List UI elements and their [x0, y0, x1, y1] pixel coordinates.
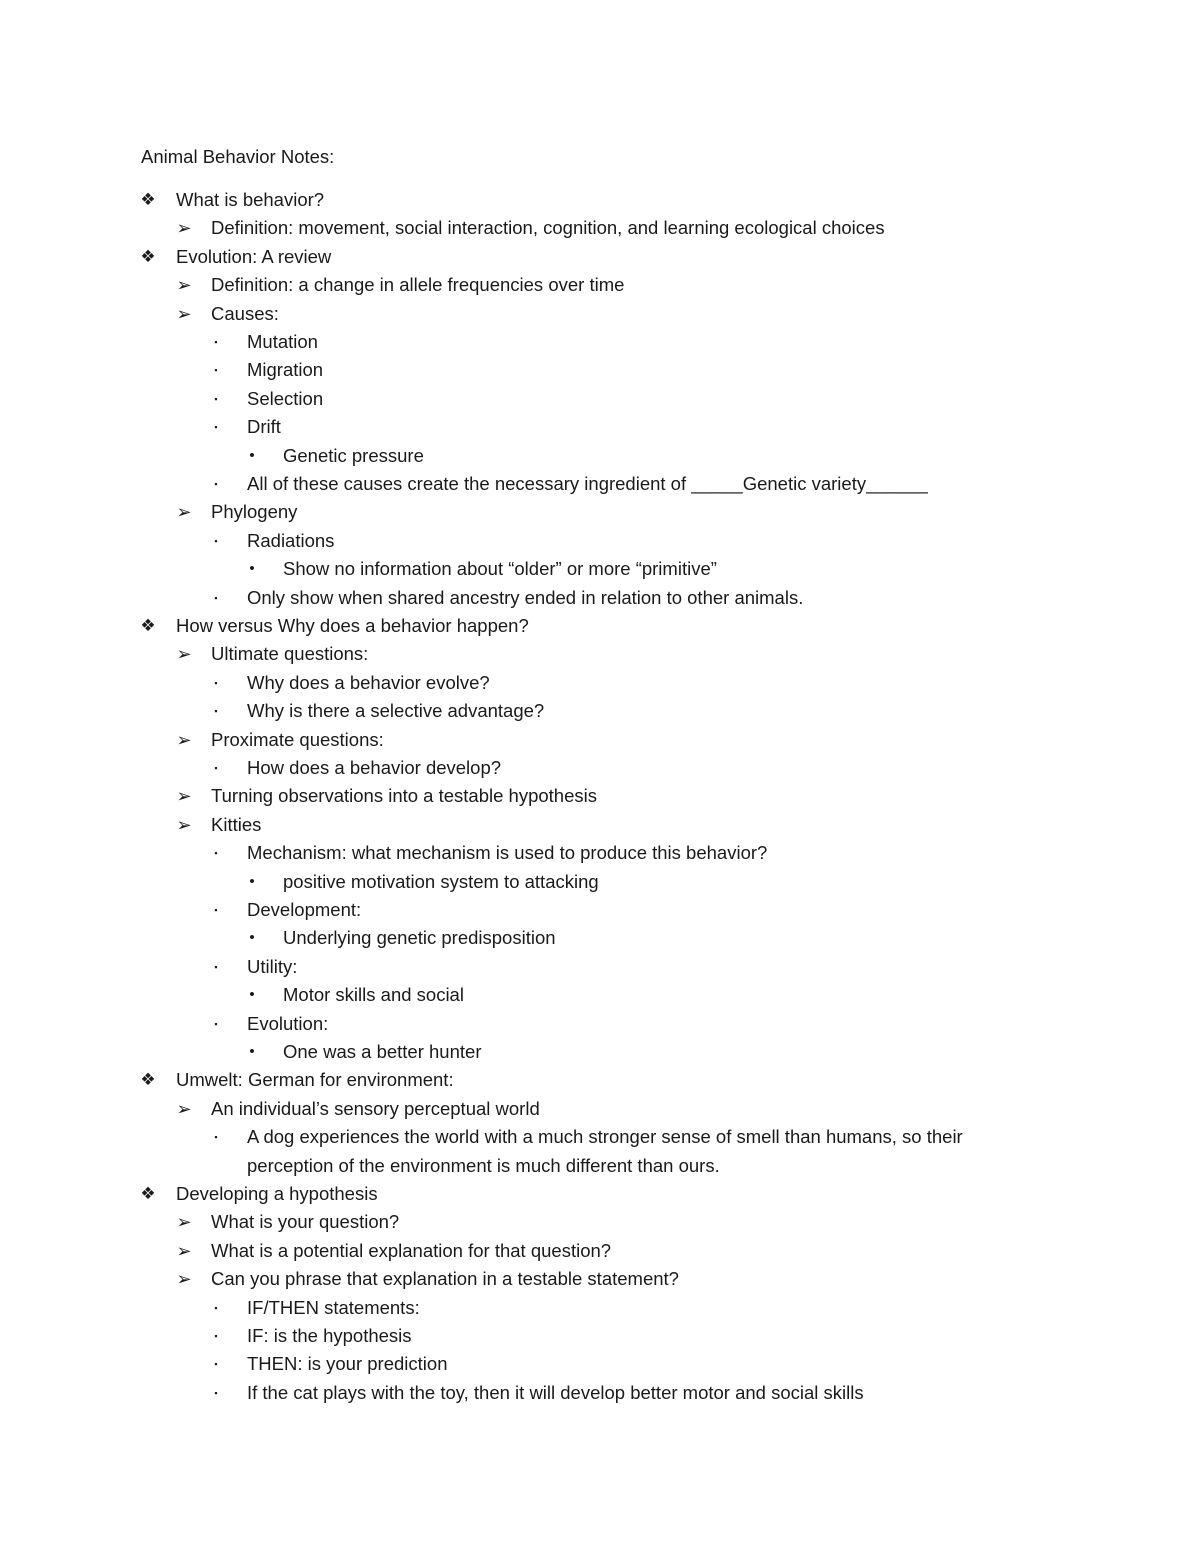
bullet-subpoint-icon: ➢ — [176, 275, 192, 296]
outline-subpoint-text: Turning observations into a testable hypothesis — [211, 785, 597, 807]
bullet-detail-icon: ▪ — [214, 393, 218, 404]
outline-detail-text: Migration — [247, 359, 324, 381]
outline-continuation-text: perception of the environment is much different than ours. — [247, 1154, 720, 1176]
outline-detail-text: Evolution: — [247, 1012, 329, 1034]
bullet-detail-icon: ▪ — [214, 1302, 218, 1313]
bullet-subdetail-icon: • — [249, 446, 255, 464]
bullet-heading-icon: ❖ — [140, 246, 156, 266]
document-title: Animal Behavior Notes: — [141, 146, 335, 167]
bullet-detail-icon: ▪ — [214, 337, 218, 347]
outline-subdetail-text: Genetic pressure — [283, 444, 424, 466]
bullet-subpoint-icon: ➢ — [176, 1269, 192, 1290]
outline-heading-text: How versus Why does a behavior happen? — [176, 615, 529, 636]
outline-heading-text: Umwelt: German for environment: — [176, 1069, 454, 1091]
outline-detail-text: All of these causes create the necessary ingredient of _____Genetic variety______ — [247, 473, 928, 494]
outline-detail-text: Development: — [247, 899, 362, 920]
outline-subpoint-text: Proximate questions: — [211, 728, 384, 750]
bullet-detail-icon: ▪ — [214, 1018, 218, 1029]
bullet-detail-icon: ▪ — [214, 763, 218, 773]
outline-detail-text: Utility: — [247, 955, 298, 977]
bullet-detail-icon: ▪ — [214, 848, 218, 859]
bullet-detail-icon: ▪ — [214, 422, 218, 433]
bullet-subpoint-icon: ➢ — [176, 644, 192, 665]
bullet-subpoint-icon: ➢ — [176, 502, 192, 523]
bullet-detail-icon: ▪ — [214, 677, 218, 688]
bullet-detail-icon: ▪ — [214, 1387, 218, 1398]
bullet-subdetail-icon: • — [249, 560, 255, 578]
outline-subpoint-text: Ultimate questions: — [211, 643, 369, 665]
bullet-heading-icon: ❖ — [140, 1184, 156, 1203]
bullet-subdetail-icon: • — [249, 872, 255, 890]
outline-detail-text: Only show when shared ancestry ended in relation to other animals. — [247, 586, 804, 608]
bullet-subpoint-icon: ➢ — [176, 1212, 192, 1233]
bullet-detail-icon: ▪ — [214, 365, 218, 376]
bullet-subpoint-icon: ➢ — [176, 814, 192, 835]
outline-detail-text: Why does a behavior evolve? — [247, 671, 490, 693]
outline-subpoint-text: An individual’s sensory perceptual world — [211, 1097, 540, 1119]
bullet-detail-icon: ▪ — [214, 592, 218, 603]
bullet-subpoint-icon: ➢ — [176, 729, 192, 750]
bullet-subdetail-icon: • — [249, 986, 255, 1004]
outline-subpoint-text: Can you phrase that explanation in a testable statement? — [211, 1268, 679, 1290]
outline-detail-text: Why is there a selective advantage? — [247, 700, 545, 722]
bullet-detail-icon: ▪ — [214, 961, 218, 972]
bullet-heading-icon: ❖ — [140, 1070, 156, 1090]
outline-detail-text: IF/THEN statements: — [247, 1296, 420, 1318]
outline-subpoint-text: What is your question? — [211, 1211, 400, 1233]
outline-detail-text: Mechanism: what mechanism is used to produce this behavior? — [247, 842, 768, 864]
outline-subdetail-text: One was a better hunter — [283, 1041, 482, 1062]
bullet-detail-icon: ▪ — [214, 1359, 218, 1370]
outline-detail-text: Mutation — [247, 331, 318, 352]
bullet-detail-icon: ▪ — [214, 1331, 218, 1341]
outline-detail-text: A dog experiences the world with a much stronger sense of smell than humans, so their — [247, 1126, 963, 1148]
outline-heading-text: Developing a hypothesis — [176, 1183, 378, 1204]
outline-detail-text: Radiations — [247, 529, 335, 551]
outline-detail-text: If the cat plays with the toy, then it will develop better motor and social skills — [247, 1381, 864, 1403]
bullet-subpoint-icon: ➢ — [176, 303, 192, 324]
bullet-subdetail-icon: • — [249, 929, 255, 947]
bullet-detail-icon: ▪ — [214, 535, 218, 546]
outline-detail-text: Drift — [247, 416, 281, 438]
outline-heading-text: What is behavior? — [176, 189, 325, 210]
bullet-subpoint-icon: ➢ — [176, 1240, 192, 1261]
bullet-heading-icon: ❖ — [140, 616, 156, 635]
bullet-detail-icon: ▪ — [214, 479, 218, 489]
outline-subpoint-text: Definition: a change in allele frequencies over time — [211, 274, 625, 296]
outline-detail-text: IF: is the hypothesis — [247, 1325, 412, 1346]
outline-subdetail-text: positive motivation system to attacking — [283, 870, 599, 892]
bullet-detail-icon: ▪ — [214, 706, 218, 717]
bullet-detail-icon: ▪ — [214, 905, 218, 915]
outline-subdetail-text: Underlying genetic predisposition — [283, 927, 556, 949]
bullet-subpoint-icon: ➢ — [176, 1098, 192, 1119]
bullet-subpoint-icon: ➢ — [176, 218, 192, 239]
outline-subpoint-text: What is a potential explanation for that question? — [211, 1239, 612, 1261]
outline-detail-text: How does a behavior develop? — [247, 757, 502, 778]
outline-subpoint-text: Definition: movement, social interaction, cognition, and learning ecological choices — [211, 217, 885, 239]
bullet-detail-icon: ▪ — [214, 1132, 218, 1143]
bullet-subpoint-icon: ➢ — [176, 786, 192, 807]
outline-subdetail-text: Motor skills and social — [283, 984, 464, 1006]
outline-subpoint-text: Phylogeny — [211, 501, 298, 523]
bullet-subdetail-icon: • — [249, 1043, 255, 1060]
outline-detail-text: Selection — [247, 387, 324, 409]
outline-detail-text: THEN: is your prediction — [247, 1353, 448, 1375]
bullet-heading-icon: ❖ — [140, 190, 156, 209]
outline-heading-text: Evolution: A review — [176, 245, 332, 267]
outline-subdetail-text: Show no information about “older” or more “primitive” — [283, 558, 717, 580]
outline-subpoint-text: Kitties — [211, 813, 262, 835]
outline-subpoint-text: Causes: — [211, 302, 279, 324]
